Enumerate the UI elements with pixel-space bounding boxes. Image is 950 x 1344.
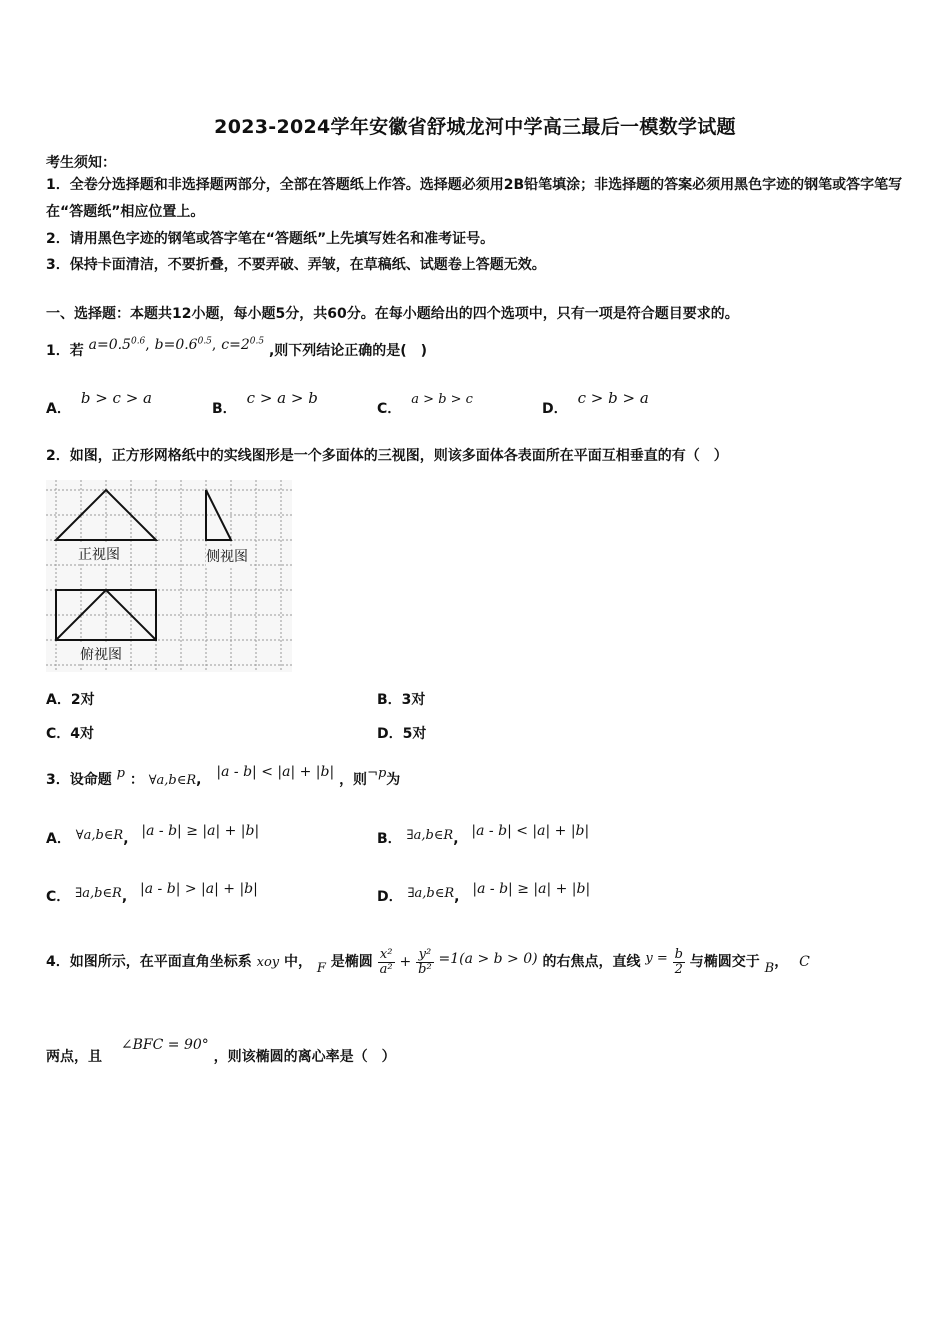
three-view-figure [46,480,292,672]
page-title: 2023-2024学年安徽省舒城龙河中学高三最后一模数学试题 [214,116,736,138]
q3-option-a[interactable]: A． ∀a,b∈R, |a - b| ≥ |a| + |b| [46,823,260,847]
q3-option-d[interactable]: D． ∃a,b∈R, |a - b| ≥ |a| + |b| [377,881,591,905]
notice-item-1: 1．全卷分选择题和非选择题两部分，全部在答题纸上作答。选择题必须用2B铅笔填涂；非选择题的答案必须用黑色字迹的钢笔或答字笔写在“答题纸”相应位置上。 [46,177,903,220]
q4-F: F [316,961,326,976]
question-4: 4．如图所示，在平面直角坐标系 xoy 中， F 是椭圆 $\frac{\text{x²}}{\text{a²}}$ + $\frac{\text{y²}}{\text{b²}}$ =1(a > b > 0) 的右焦点，直线 y = $\frac{b}{2}$ 与椭圆交于 B， C [46,946,810,977]
q3-option-c[interactable]: C． ∃a,b∈R, |a - b| > |a| + |b| [46,881,258,905]
q1-c-def: $c=2^{0.5}$ [221,336,265,353]
question-2: 2．如图，正方形网格纸中的实线图形是一个多面体的三视图，则该多面体各表面所在平面互相垂直的有（ ） [46,448,728,464]
q1-option-c[interactable]: C．a > b > c [377,392,473,417]
q1-option-b[interactable]: B．c > a > b [212,389,318,417]
section-heading: 一、选择题：本题共12小题，每小题5分，共60分。在每小题给出的四个选项中，只有一项是符合题目要求的。 [46,306,739,322]
q1-option-a[interactable]: A．b > c > a [46,389,152,417]
q4-C: C [799,954,810,970]
q4-line-eq: y = [645,951,668,966]
q1-suffix: ,则下列结论正确的是( ) [268,343,428,359]
top-view-label: 俯视图 [80,644,122,664]
q1-a-def: $a=0.5^{0.6}$ [88,336,146,353]
q4-frac-y: $\frac{\text{y²}}{\text{b²}}$ [418,946,432,977]
question-3: 3．设命题 p ： ∀a,b∈R, |a - b| < |a| + |b| ，则¬p为 [46,764,401,788]
question-1: 1．若 $a=0.5^{0.6}$, $b=0.6^{0.5}$, $c=2^{0.5}$ ,则下列结论正确的是( ) [46,336,428,359]
q4-equation: =1(a > b > 0) [438,951,538,967]
q1-option-d[interactable]: D．c > b > a [542,389,649,417]
q4-frac-x: $\frac{\text{x²}}{\text{a²}}$ [379,946,393,977]
q2-option-d[interactable]: D．5对 [377,726,427,742]
front-view-label: 正视图 [78,544,120,564]
q3-inequality: |a - b| < |a| + |b| [216,764,335,780]
side-view-label: 侧视图 [206,546,248,566]
q3-p: p [116,766,125,781]
q4-angle: ∠BFC = 90° [120,1037,209,1053]
notice-item-2: 2．请用黑色字迹的钢笔或答字笔在“答题纸”上先填写姓名和准考证号。 [46,231,495,247]
q2-option-a[interactable]: A．2对 [46,692,95,708]
q2-option-b[interactable]: B．3对 [377,692,426,708]
q4-B: B [764,961,775,976]
q3-option-b[interactable]: B． ∃a,b∈R, |a - b| < |a| + |b| [377,823,590,847]
question-4-line-2: 两点，且 ∠BFC = 90° ，则该椭圆的离心率是（ ） [46,1037,396,1065]
q1-prefix: 1．若 [46,343,84,359]
q1-b-def: $b=0.6^{0.5}$ [154,336,212,353]
q4-frac-b2: $\frac{b}{2}$ [674,946,683,977]
q2-option-c[interactable]: C．4对 [46,726,95,742]
q4-xoy: xoy [256,955,280,970]
notice-item-3: 3．保持卡面清洁，不要折叠，不要弄破、弄皱，在草稿纸、试题卷上答题无效。 [46,257,546,273]
q3-quantifier: ∀a,b∈R [148,773,197,788]
q3-negp: ¬p [367,766,387,781]
notice-heading: 考生须知： [46,155,116,171]
